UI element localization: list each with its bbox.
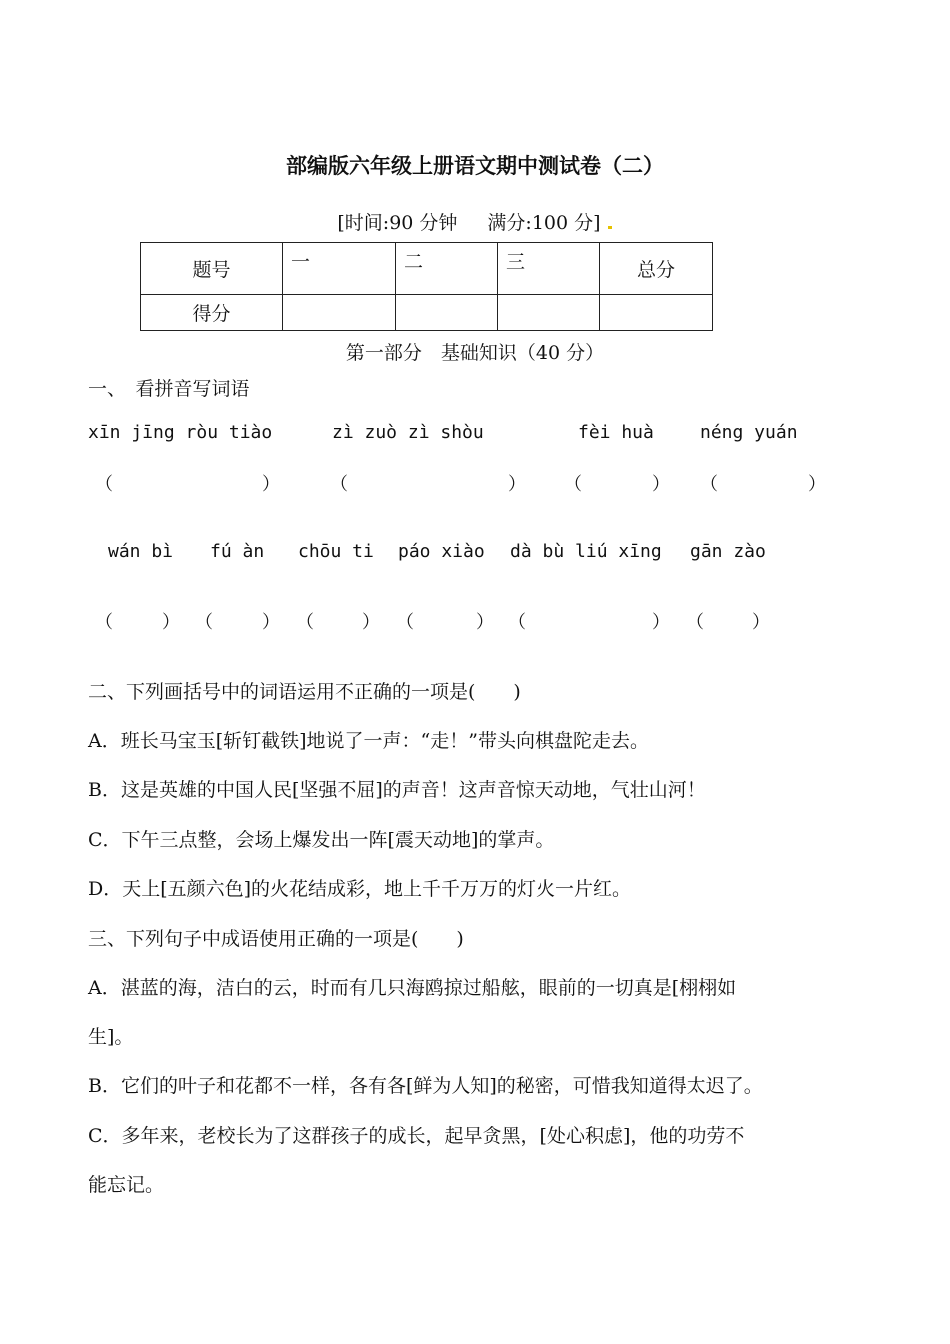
answer-open: （ (686, 612, 704, 633)
col-total: 总分 (600, 243, 713, 295)
score-table (140, 242, 713, 331)
answer-close: ） (752, 612, 770, 633)
q2-title: 二、下列画括号中的词语运用不正确的一项是( ) (88, 681, 521, 703)
pinyin-5: wán bì (108, 541, 174, 562)
col-1: 一 (283, 243, 396, 295)
score-cell-2[interactable] (396, 295, 498, 331)
pinyin-10: gān zào (690, 541, 766, 562)
pinyin-3: fèi huà (578, 422, 654, 443)
score-cell-3[interactable] (498, 295, 600, 331)
answer-open: （ (195, 612, 213, 633)
answer-close: ） (362, 612, 380, 633)
exam-info (0, 208, 950, 235)
answer-open: （ (700, 474, 718, 495)
pinyin-7: chōu ti (298, 541, 374, 562)
q3-option-a-line2: 生]。 (88, 1026, 134, 1048)
pinyin-6: fú àn (210, 541, 265, 562)
q2-option-d: D．天上[五颜六色]的火花结成彩，地上千千万万的灯火一片红。 (88, 878, 632, 900)
time-limit: [时间:90 分钟 (337, 212, 458, 234)
q3-title: 三、下列句子中成语使用正确的一项是( ) (88, 928, 464, 950)
answer-close: ） (808, 474, 826, 495)
q3-option-c-line2: 能忘记。 (88, 1174, 165, 1196)
answer-open: （ (396, 612, 414, 633)
answer-open: （ (330, 474, 348, 495)
score-cell-total[interactable] (600, 295, 713, 331)
answer-close: ） (262, 612, 280, 633)
answer-close: ） (508, 474, 526, 495)
col-2: 二 (396, 243, 498, 295)
col-3: 三 (498, 243, 600, 295)
q2-option-a: A．班长马宝玉[斩钉截铁]地说了一声：“走！”带头向棋盘陀走去。 (88, 730, 649, 752)
pinyin-2: zì zuò zì shòu (332, 422, 484, 443)
q2-option-c: C．下午三点整，会场上爆发出一阵[震天动地]的掌声。 (88, 829, 555, 851)
score-cell-1[interactable] (283, 295, 396, 331)
header-label: 题号 (141, 243, 283, 295)
answer-close: ） (162, 612, 180, 633)
q2-option-b: B．这是英雄的中国人民[坚强不屈]的声音！这声音惊天动地，气壮山河！ (88, 779, 706, 801)
answer-open: （ (296, 612, 314, 633)
full-score: 满分:100 分] (487, 212, 601, 234)
answer-open: （ (564, 474, 582, 495)
answer-close: ） (476, 612, 494, 633)
pinyin-9: dà bù liú xīng (510, 541, 662, 562)
q3-option-b: B．它们的叶子和花都不一样，各有各[鲜为人知]的秘密，可惜我知道得太迟了。 (88, 1075, 763, 1097)
pinyin-8: páo xiào (398, 541, 485, 562)
answer-open: （ (95, 612, 113, 633)
page-title: 部编版六年级上册语文期中测试卷（二） (286, 154, 664, 178)
answer-close: ） (652, 612, 670, 633)
answer-close: ） (262, 474, 280, 495)
pinyin-1: xīn jīng ròu tiào (88, 422, 273, 443)
q3-option-a-line1: A．湛蓝的海，洁白的云，时而有几只海鸥掠过船舷，眼前的一切真是[栩栩如 (88, 977, 737, 999)
answer-close: ） (652, 474, 670, 495)
q3-option-c-line1: C．多年来，老校长为了这群孩子的成长，起早贪黑，[处心积虑]，他的功劳不 (88, 1125, 745, 1147)
q1-title: 一、 看拼音写词语 (88, 378, 250, 400)
answer-open: （ (508, 612, 526, 633)
answer-open: （ (95, 474, 113, 495)
part-heading: 第一部分 基础知识（40 分） (345, 342, 605, 364)
pinyin-4: néng yuán (700, 422, 798, 443)
score-label: 得分 (141, 295, 283, 331)
highlight-mark (608, 226, 612, 229)
